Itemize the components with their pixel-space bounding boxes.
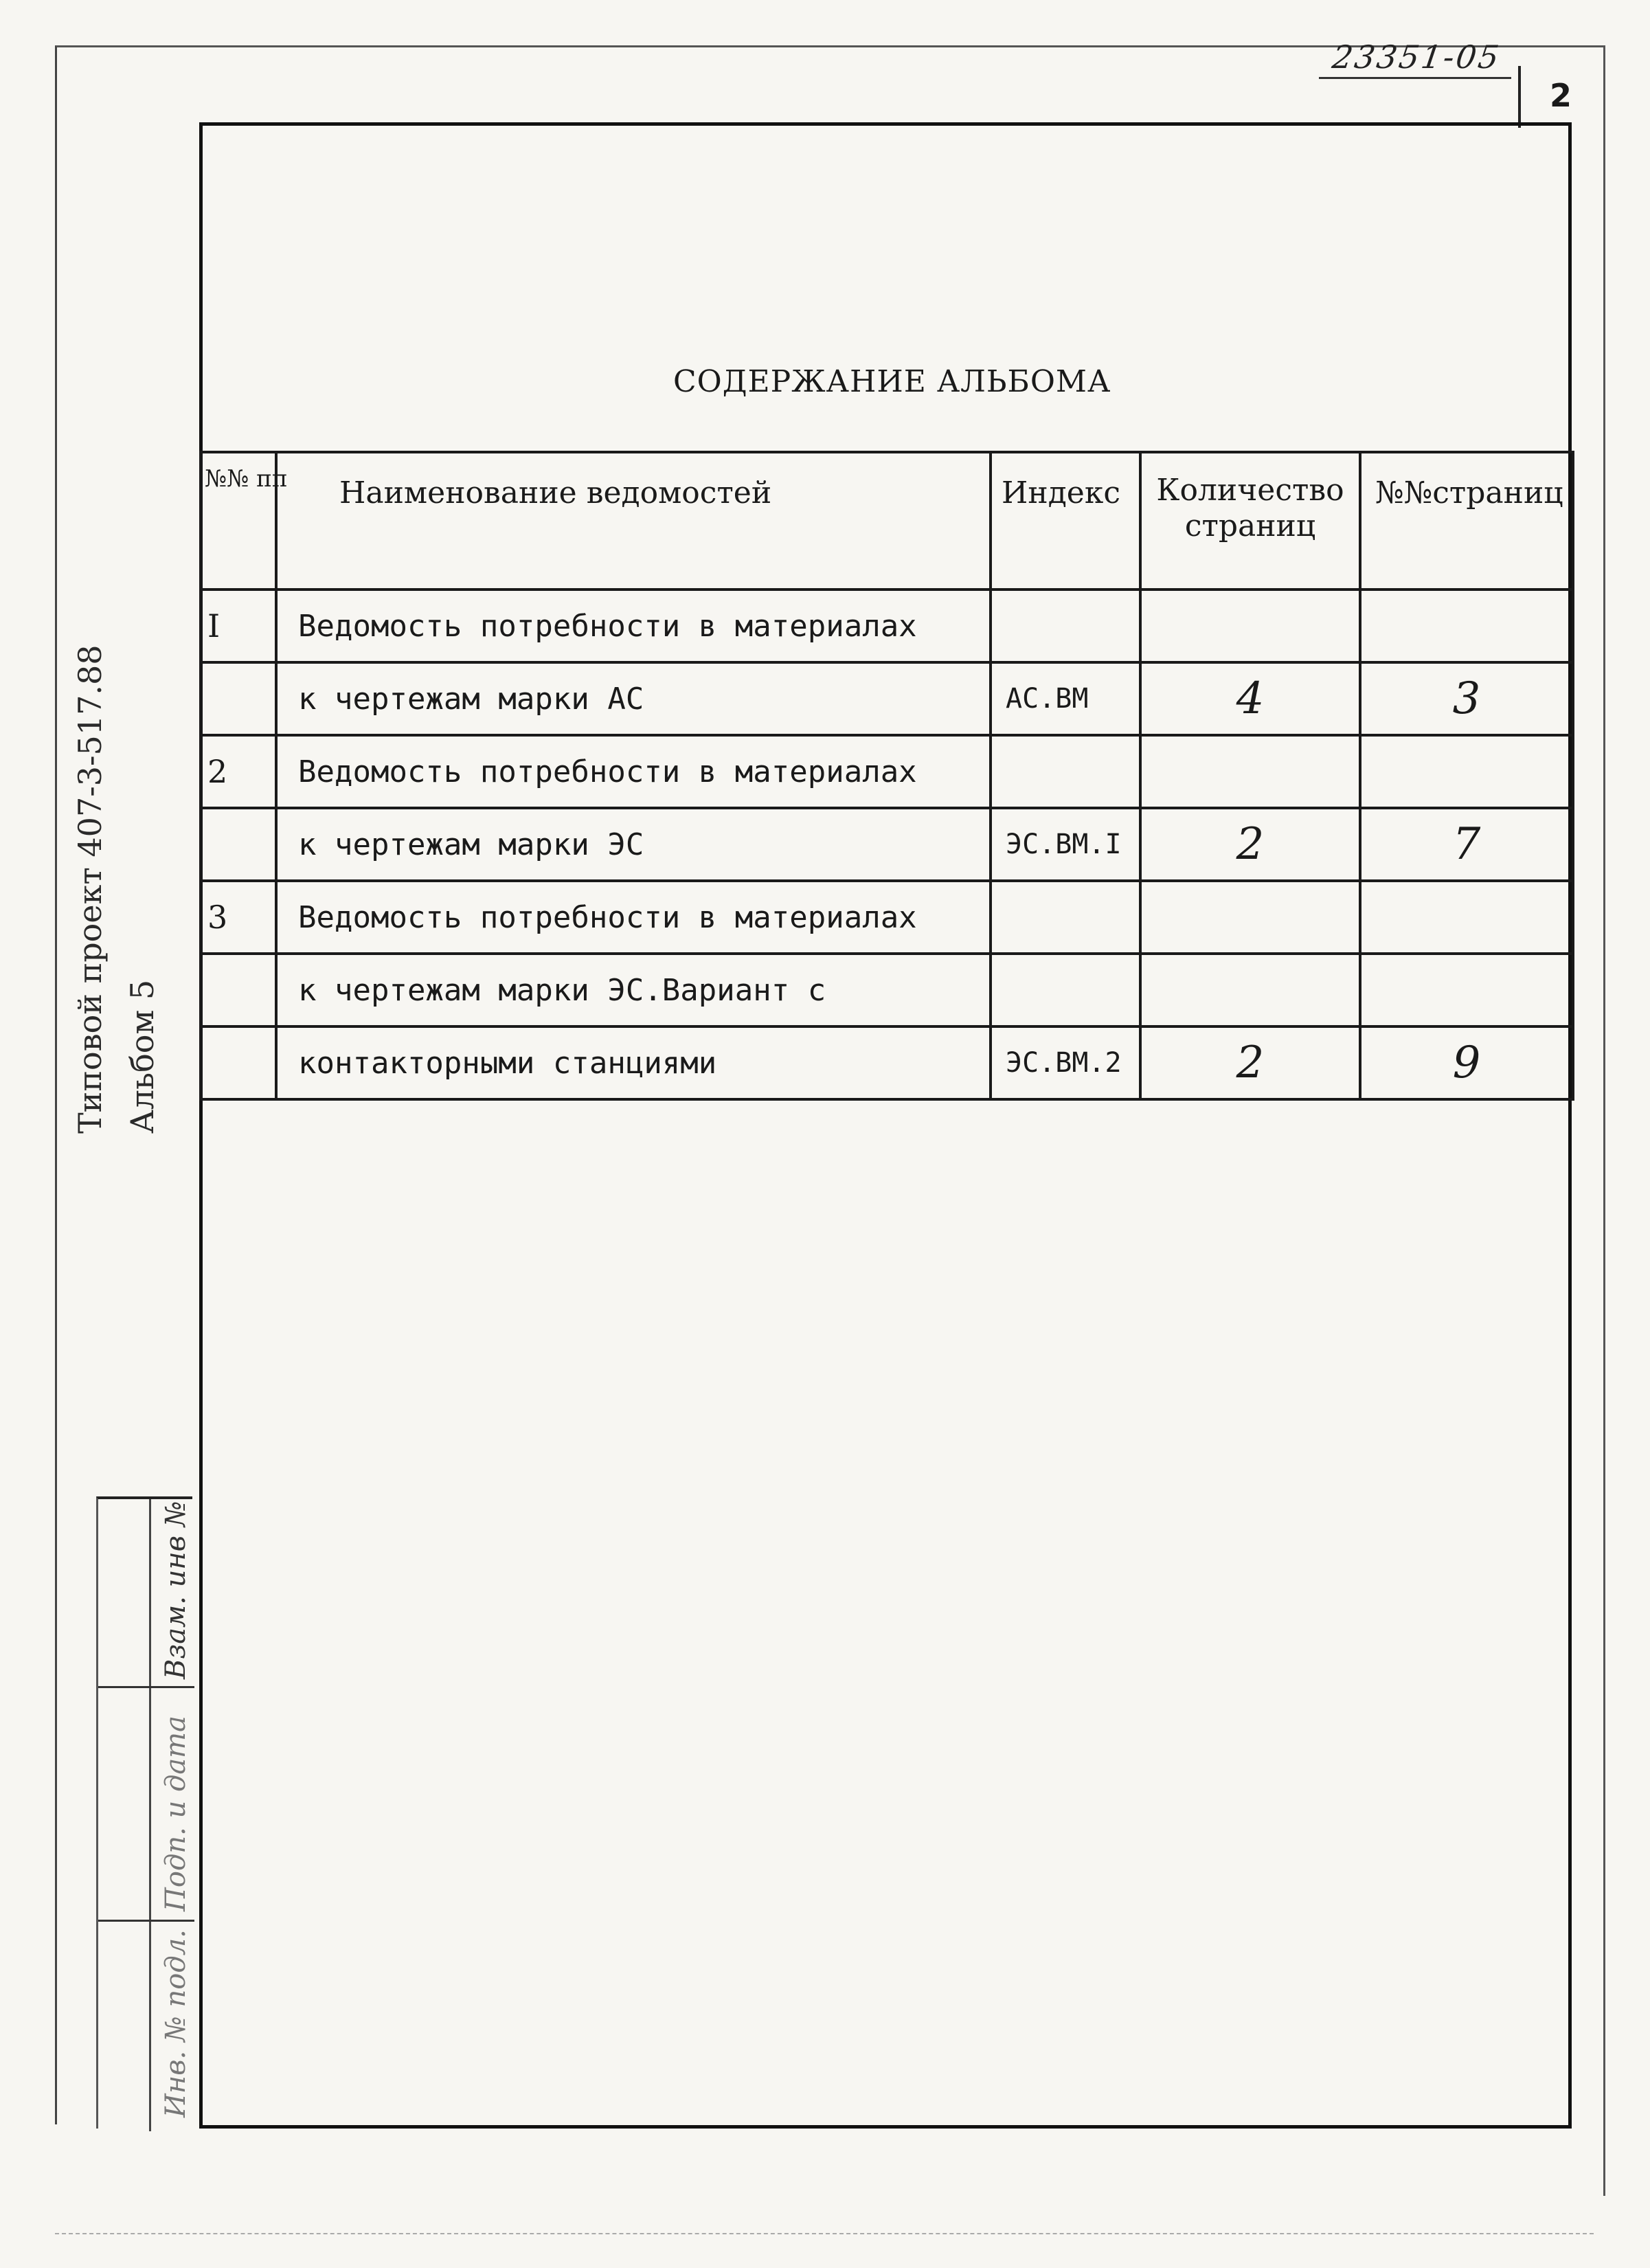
document-number: 23351-05 (1330, 38, 1504, 76)
row-name: Ведомость потребности в материалах (276, 735, 991, 808)
bottom-trim-line (55, 2233, 1594, 2234)
row-page-number: 7 (1360, 808, 1573, 881)
table-row (201, 590, 1573, 662)
project-designation: Типовой проект 407-3-517.88 (71, 644, 109, 1134)
row-pages (1140, 735, 1360, 808)
row-index: ЭС.ВМ.2 (991, 1026, 1140, 1099)
row-page-number (1360, 954, 1573, 1026)
row-pages (1140, 881, 1360, 954)
row-name: к чертежам марки АС (276, 662, 991, 735)
row-name: к чертежам марки ЭС (276, 808, 991, 881)
row-page-number (1360, 735, 1573, 808)
outer-right-border (1603, 45, 1605, 2196)
row-name: контакторными станциями (276, 1026, 991, 1099)
row-name: Ведомость потребности в материалах (276, 590, 991, 662)
row-name: к чертежам марки ЭС.Вариант с (276, 954, 991, 1026)
row-index (991, 735, 1140, 808)
main-content-frame (199, 122, 1572, 2129)
stamp-column-divider (149, 1499, 151, 2131)
table-row (201, 808, 1573, 881)
row-number (201, 1026, 276, 1099)
table-row (201, 881, 1573, 954)
row-number: 3 (201, 881, 276, 954)
row-number (201, 954, 276, 1026)
header-page-numbers: №№страниц (1360, 452, 1573, 590)
row-number: I (201, 590, 276, 662)
stamp-row-divider (98, 1686, 194, 1688)
row-index: АС.ВМ (991, 662, 1140, 735)
approval-stamp-box (96, 1496, 192, 2129)
table-row (201, 1026, 1573, 1099)
row-number: 2 (201, 735, 276, 808)
row-number (201, 808, 276, 881)
row-name: Ведомость потребности в материалах (276, 881, 991, 954)
stamp-label-replacement: Взам. инв № (160, 1501, 192, 1679)
page-title: СОДЕРЖАНИЕ АЛЬБОМА (673, 364, 1111, 399)
header-index: Индекс (991, 452, 1140, 590)
table-header-row (201, 452, 1573, 590)
document-number-underline (1319, 77, 1511, 79)
row-number (201, 662, 276, 735)
row-page-number (1360, 881, 1573, 954)
row-pages: 4 (1140, 662, 1360, 735)
row-page-number: 9 (1360, 1026, 1573, 1099)
header-pages-count: Количество страниц (1140, 452, 1360, 590)
header-number: №№ пп (201, 452, 276, 590)
stamp-label-inventory: Инв. № подл. (160, 1929, 192, 2118)
table-row (201, 662, 1573, 735)
table-row (201, 954, 1573, 1026)
row-index (991, 590, 1140, 662)
row-index: ЭС.ВМ.I (991, 808, 1140, 881)
row-pages (1140, 954, 1360, 1026)
row-pages: 2 (1140, 808, 1360, 881)
row-index (991, 881, 1140, 954)
row-index (991, 954, 1140, 1026)
album-designation: Альбом 5 (124, 979, 161, 1134)
header-name: Наименование ведомостей (276, 452, 991, 590)
row-page-number: 3 (1360, 662, 1573, 735)
row-pages (1140, 590, 1360, 662)
contents-table (199, 451, 1574, 1101)
row-page-number (1360, 590, 1573, 662)
stamp-row-divider (98, 1920, 194, 1922)
stamp-label-signature-date: Подп. и дата (160, 1716, 192, 1911)
table-row (201, 735, 1573, 808)
sheet-number: 2 (1550, 77, 1572, 114)
row-pages: 2 (1140, 1026, 1360, 1099)
